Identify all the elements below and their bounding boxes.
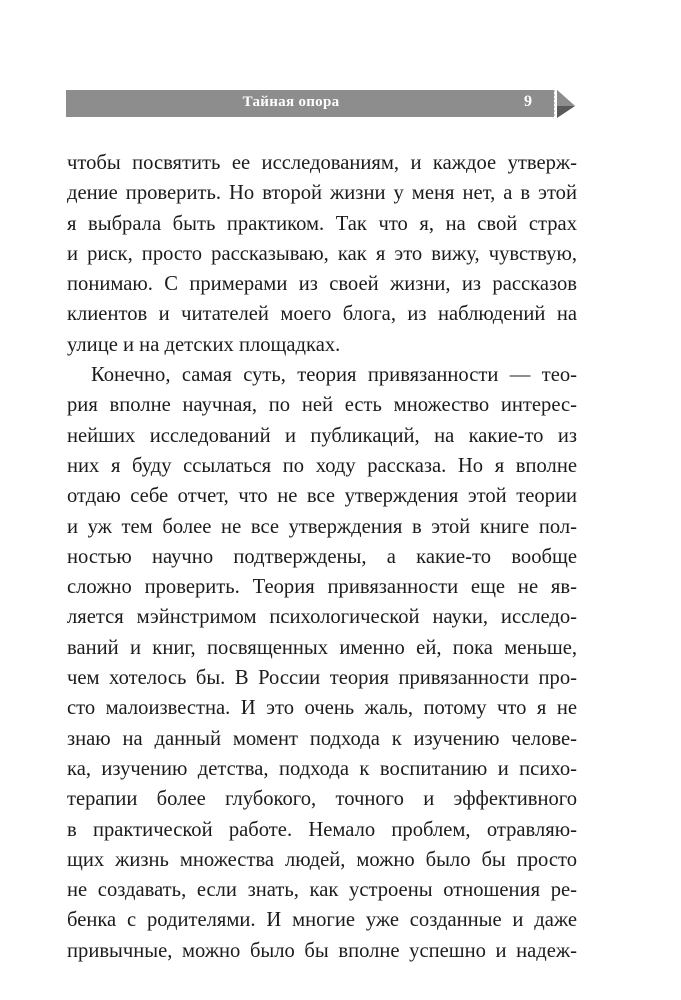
text-line: дение проверить. Но второй жизни у меня нет, а в этой (67, 182, 577, 205)
text-line: ностью научно подтверждены, а какие-то вообще (67, 545, 577, 568)
text-line: привычные, можно было бы вполне успешно и надеж- (67, 939, 577, 962)
text-line: них я буду ссылаться по ходу рассказа. Но я вполне (67, 454, 577, 477)
text-line: сложно проверить. Теория привязанности еще не яв- (67, 576, 577, 599)
text-line: знаю на данный момент подхода к изучению челове- (67, 727, 577, 750)
text-line: Конечно, самая суть, теория привязанности — тео- (91, 364, 577, 387)
text-line: клиентов и читателей моего блога, из наблюдений на (67, 303, 577, 326)
text-line: и уж тем более не все утверждения в этой книге пол- (67, 515, 577, 538)
text-line: ваний и книг, посвященных именно ей, пока меньше, (67, 636, 577, 659)
text-line: чем хотелось бы. В России теория привязанности про- (67, 667, 577, 690)
running-header (66, 90, 554, 117)
text-line: сто малоизвестна. И это очень жаль, потому что я не (67, 697, 577, 720)
text-line: щих жизнь множества людей, можно было бы просто (67, 848, 577, 871)
text-line: в практической работе. Немало проблем, отравляю- (67, 818, 577, 841)
text-line: не создавать, если знать, как устроены отношения ре- (67, 879, 577, 902)
body-text (67, 148, 577, 966)
text-line: терапии более глубокого, точного и эффективного (67, 788, 577, 811)
text-line: улице и на детских площадках. (67, 333, 341, 356)
page-corner-fold-icon (549, 88, 579, 120)
page-number: 9 (524, 93, 532, 110)
text-line: рия вполне научная, по ней есть множество интерес- (67, 394, 577, 417)
text-line: чтобы посвятить ее исследованиям, и каждое утверж- (67, 152, 577, 174)
text-line: ка, изучению детства, подхода к воспитанию и психо- (67, 757, 577, 780)
text-line: я выбрала быть практиком. Так что я, на свой страх (67, 212, 577, 235)
text-line: отдаю себе отчет, что не все утверждения этой теории (67, 485, 577, 508)
text-line: и риск, просто рассказываю, как я это вижу, чувствую, (67, 242, 577, 265)
text-line: ляется мэйнстримом психологической науки, исследо- (67, 606, 577, 629)
header-title: Тайная опора (242, 94, 340, 110)
text-line: нейших исследований и публикаций, на какие-то из (67, 424, 577, 447)
text-line: понимаю. С примерами из своей жизни, из рассказов (67, 273, 577, 296)
text-line: бенка с родителями. И многие уже созданные и даже (67, 909, 577, 932)
